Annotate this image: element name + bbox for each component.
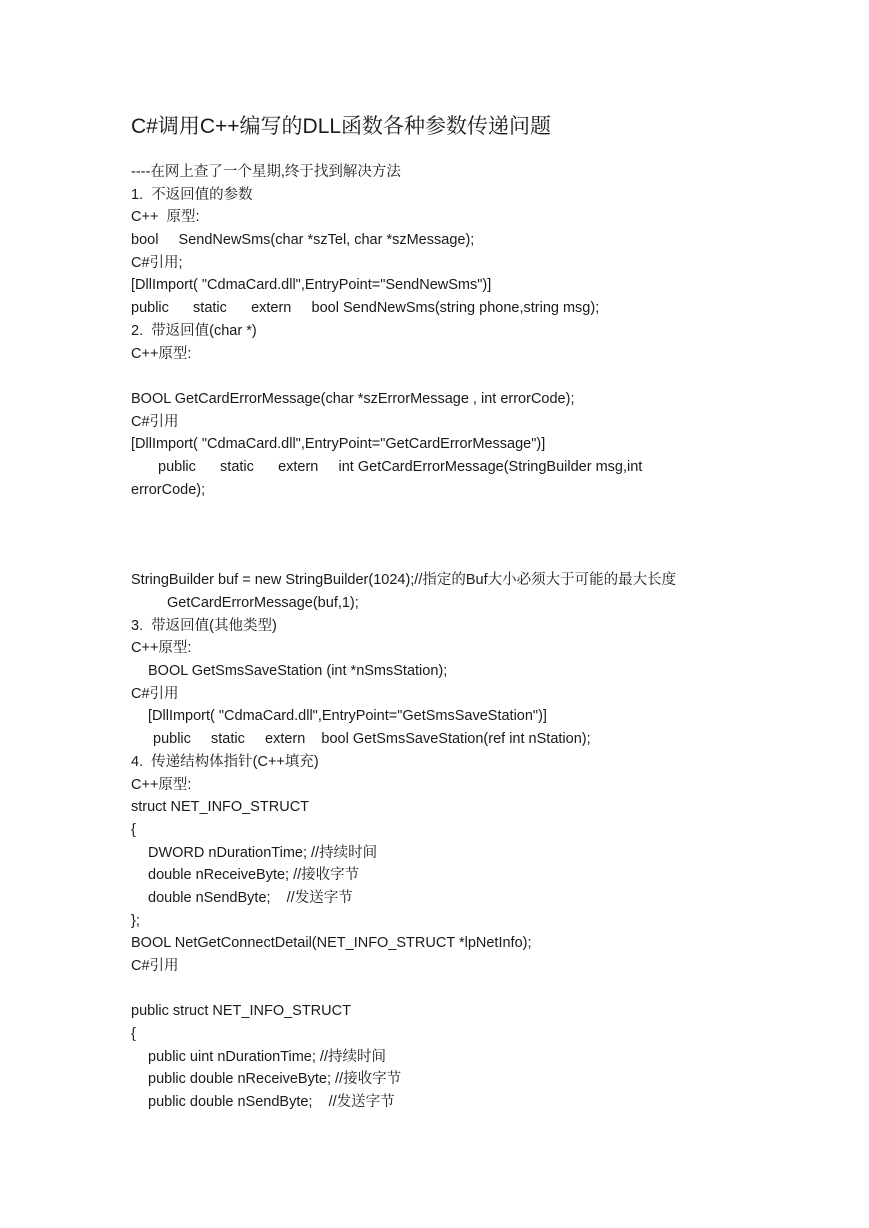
blank-line (131, 978, 751, 1001)
code-line: double nSendByte; //发送字节 (148, 889, 353, 906)
code-line: BOOL GetSmsSaveStation (int *nSmsStation); (148, 663, 448, 680)
text-line: C#引用 (131, 413, 179, 430)
blank-space (131, 501, 751, 569)
code-line: BOOL GetCardErrorMessage(char *szErrorMessage , int errorCode); (131, 390, 575, 407)
code-line: public struct NET_INFO_STRUCT (131, 1003, 351, 1020)
section-heading: 3. 带返回值(其他类型) (131, 617, 277, 634)
code-line: bool SendNewSms(char *szTel, char *szMessage); (131, 232, 475, 249)
document-body (131, 161, 751, 1114)
text-line: C++原型: (131, 640, 192, 657)
code-line: public double nReceiveByte; //接收字节 (148, 1071, 402, 1088)
code-line: GetCardErrorMessage(buf,1); (167, 595, 359, 611)
text-line: C#引用; (131, 254, 183, 271)
code-line: public static extern bool SendNewSms(string phone,string msg); (131, 300, 600, 317)
blank-line (131, 365, 751, 388)
code-line: DWORD nDurationTime; //持续时间 (148, 844, 378, 861)
code-line: struct NET_INFO_STRUCT (131, 799, 310, 816)
code-line: public double nSendByte; //发送字节 (148, 1094, 395, 1111)
code-line: [DllImport( "CdmaCard.dll",EntryPoint="GetCardErrorMessage")] (131, 436, 546, 453)
code-line: { (131, 1026, 136, 1043)
code-line: BOOL NetGetConnectDetail(NET_INFO_STRUCT *lpNetInfo); (131, 935, 532, 952)
section-heading: 2. 带返回值(char *) (131, 322, 257, 339)
code-line: [DllImport( "CdmaCard.dll",EntryPoint="GetSmsSaveStation")] (148, 708, 547, 725)
code-line: public uint nDurationTime; //持续时间 (148, 1048, 386, 1065)
section-heading: 4. 传递结构体指针(C++填充) (131, 753, 319, 770)
code-line: double nReceiveByte; //接收字节 (148, 867, 360, 884)
text-line: C#引用 (131, 958, 179, 974)
text-line: C#引用 (131, 685, 179, 702)
text-line: ----在网上查了一个星期,终于找到解决方法 (131, 164, 401, 180)
code-line: public static extern int GetCardErrorMessage(StringBuilder msg,int (158, 458, 643, 475)
text-line: C++原型: (131, 345, 192, 362)
code-line: StringBuilder buf = new StringBuilder(1024);//指定的Buf大小必须大于可能的最大长度 (131, 572, 677, 589)
section-heading: 1. 不返回值的参数 (131, 186, 253, 203)
code-line: public static extern bool GetSmsSaveStation(ref int nStation); (153, 731, 591, 748)
code-line: [DllImport( "CdmaCard.dll",EntryPoint="SendNewSms")] (131, 277, 492, 294)
text-line: C++原型: (131, 776, 192, 793)
text-line: C++ 原型: (131, 209, 200, 226)
code-line: errorCode); (131, 481, 206, 498)
code-line: }; (131, 912, 140, 929)
code-line: { (131, 821, 136, 838)
document-title: C#调用C++编写的DLL函数各种参数传递问题 (131, 115, 552, 138)
